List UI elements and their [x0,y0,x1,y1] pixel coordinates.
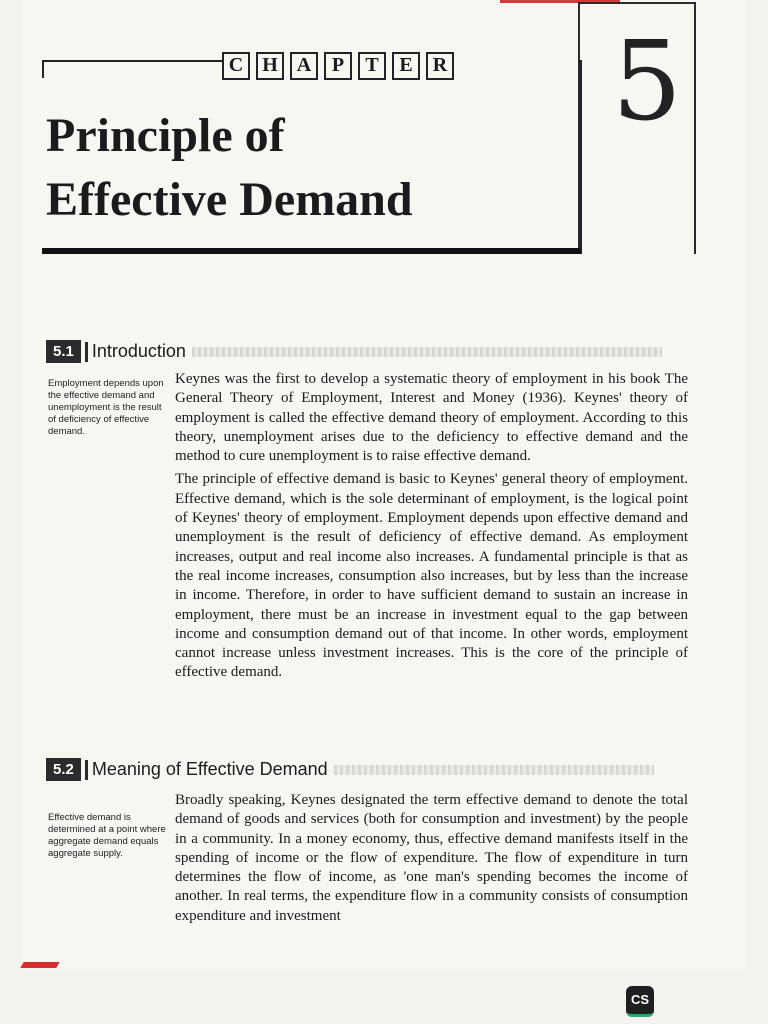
chapter-title-line: Effective Demand [46,173,413,226]
chapter-letter: T [358,52,386,80]
section-rule [192,347,662,357]
chapter-title [46,104,413,232]
paragraph: Keynes was the first to develop a systematic theory of employment in his book The General Theory of Employment, Interest and Money (1936). Keynes' theory of employment is called the effective demand theory of employment. According to this theory, unemployment arises due to the deficiency to effective demand and the method to cure unemployment is to raise effective demand. [175,371,688,465]
chapter-letter: A [290,52,318,80]
section-title: Meaning of Effective Demand [91,759,328,779]
chapter-letter: E [392,52,420,80]
section-number: 5.1 [46,340,81,363]
chapter-label [222,52,454,80]
section-rule [334,765,654,775]
margin-note: Employment depends upon the effective demand and unemployment is the result of deficiency of effective demand. [48,378,164,437]
chapter-letter: C [222,52,250,80]
chapter-title-line: Principle of [46,109,285,162]
chapter-letter: R [426,52,454,80]
section-heading [46,758,686,781]
scanner-app-badge: CS [626,986,654,1017]
chapter-letter: P [324,52,352,80]
margin-note: Effective demand is determined at a point where aggregate demand equals aggregate supply. [48,812,166,859]
section-body [175,370,688,687]
section-number: 5.2 [46,758,81,781]
page-corner-mark [20,962,59,968]
paragraph: The principle of effective demand is basic to Keynes' general theory of employment. Effective demand, which is the sole determinant of employment, is the logical point of Keynes' theory of employment. Employment depends upon effective demand and unemployment is the result of deficiency of effective demand. As employment increases, output and real income also increases. A fundamental principle is that as the real income increases, consumption also increases, but by less than the increase in income. Therefore, in order to have sufficient demand to sustain an increase in employment, there must be an increase in investment equal to the gap between income and consumption demand out of that income. In other words, employment cannot increase unless investment increases. This is the core of the principle of effective demand. [175,471,688,681]
chapter-letter: H [256,52,284,80]
section-title: Introduction [91,341,186,361]
chapter-number: 5 [612,17,682,145]
paragraph: Broadly speaking, Keynes designated the term effective demand to denote the total demand of goods and services (both for consumption and investment) by the people in a community. In a money economy, thus, effective demand manifests itself in the spending of income or the flow of expenditure. The flow of expenditure in turn determines the flow of income, as 'one man's spending becomes the income of another. In real terms, the expenditure flow in a community consists of consumption expenditure and investment [175,792,688,924]
section-heading [46,340,686,363]
section-body [175,791,688,930]
